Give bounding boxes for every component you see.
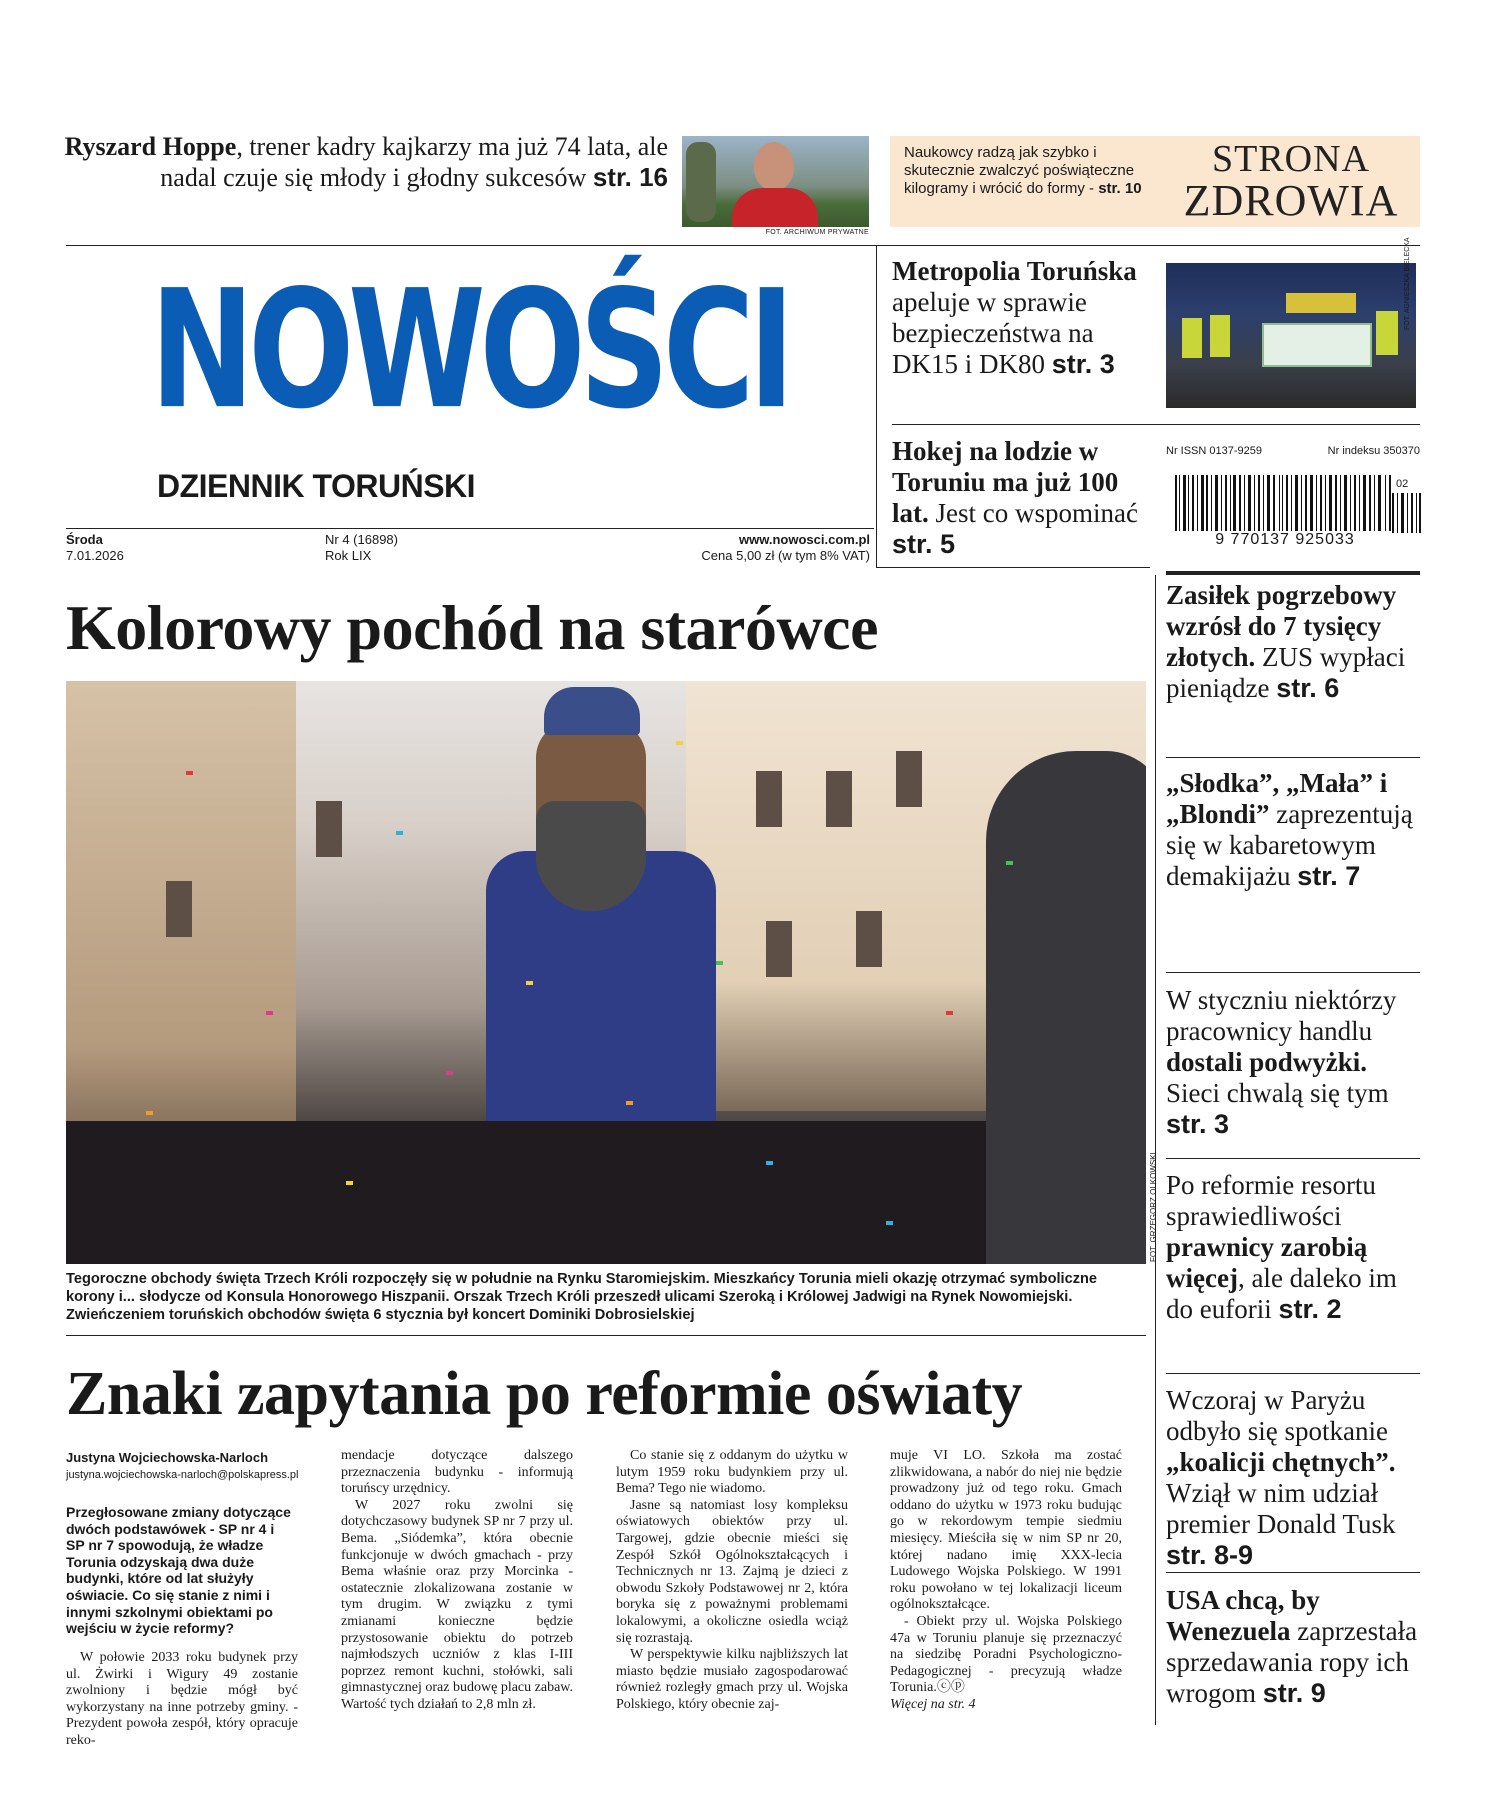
- rule-masthead-right: [876, 245, 877, 567]
- issue-day: Środa: [66, 532, 103, 547]
- sidebar-divider: [1166, 1572, 1420, 1573]
- rule-sidebar-top: [1166, 571, 1420, 575]
- article-col4-sign: ⓒⓟ: [936, 1680, 965, 1696]
- article-col2-paragraph-2: W 2027 roku zwolni się dotychczasowy budynek SP nr 7 przy ul. Bema. „Siódemka”, która obecnie funkcjonuje w dwóch gmachach - przy Bema właśnie oraz przy Morcinka - ostatecznie zlokalizowana zostanie w tym drugim. W związku z tymi zmianami konieczne będzie przystosowanie obiektu do potrzeb najmłodszych uczniów z klas I-III poprzez remont kuchni, stołówki, sali gimnastycznej oraz budowę placu zabaw. Wartość tych działań to 2,8 mln zł.: [341, 1497, 573, 1712]
- article-column-1: [66, 1650, 298, 1750]
- issue-year: Rok LIX: [325, 548, 372, 563]
- rule-caption-bottom: [66, 1335, 1146, 1336]
- issue-price: Cena 5,00 zł (w tym 8% VAT): [701, 548, 870, 563]
- article-column-3: [616, 1448, 848, 1714]
- sidebar-item-text: ZUS wypłaci pieniądze: [1166, 642, 1406, 703]
- article-author: Justyna Wojciechowska-Narloch: [66, 1450, 269, 1465]
- sidebar-item-text: zaprzestała sprzedawania ropy ich wrogom: [1166, 1616, 1418, 1708]
- teaser-hoppe-page: str. 16: [592, 162, 668, 192]
- sidebar-item-page: str. 6: [1276, 673, 1340, 703]
- health-title-line2: ZDROWIA: [1183, 176, 1399, 225]
- sidebar-divider: [1166, 972, 1420, 973]
- health-teaser-text: Naukowcy radzą jak szybko i skutecznie zwalczyć poświąteczne kilogramy i wrócić do formy -: [904, 144, 1135, 197]
- article-col4-paragraph-1: muje VI LO. Szkoła ma zostać zlikwidowana, a nabór do niej nie będzie prowadzony już od tego roku. Gmach oddano do użytku w 1973 roku budując go w rekordowym tempie siedmiu miesięcy. Mieściła się w nim SP nr 20, której nadano imię XXX-lecia Ludowego Wojska Polskiego. W 1991 roku powołano w tej lokalizacji liceum ogólnokształcące.: [890, 1448, 1122, 1613]
- article-more-link[interactable]: Więcej na str. 4: [890, 1696, 976, 1712]
- article-col4-paragraph-2: - Obiekt przy ul. Wojska Polskiego 47a w Toruniu planuje się przeznaczyć na siedzibę Poradni Psychologiczno-Pedagogicznej - precyzują władze Torunia.: [890, 1613, 1122, 1696]
- sidebar-item-bold: USA chcą, by Wenezuela: [1166, 1585, 1320, 1646]
- teaser-metropolia-page: str. 3: [1051, 349, 1115, 379]
- barcode-addon-bars: [1392, 493, 1422, 533]
- hoppe-photo: [682, 136, 869, 227]
- teaser-hoppe[interactable]: [60, 132, 668, 193]
- article-col2-paragraph-1: mendacje dotyczące dalszego przeznaczenia budynku - informują toruńscy urzędnicy.: [341, 1448, 573, 1497]
- article-headline[interactable]: Znaki zapytania po reformie oświaty: [66, 1360, 1023, 1428]
- issn-number: Nr ISSN 0137-9259: [1166, 445, 1262, 457]
- sidebar-item-text: zaprezentują się w kabaretowym demakijażu: [1166, 799, 1413, 891]
- article-col3-paragraph-1: Co stanie się z oddanym do użytku w lutym 1959 roku budynkiem przy ul. Bema? Tego nie wiadomo.: [616, 1448, 848, 1497]
- logo-nowosci[interactable]: NOWOŚCI: [150, 254, 789, 445]
- article-col1-paragraph: W połowie 2033 roku budynek przy ul. Żwirki i Wigury 49 zostanie zwolniony i będzie mógł być wykorzystany na inne potrzeby gminy. - Prezydent powoła zespół, który opracuje reko-: [66, 1650, 298, 1748]
- sidebar-item-prawnicy[interactable]: [1166, 1170, 1424, 1325]
- sidebar-item-bold: dostali podwyżki.: [1166, 1047, 1368, 1077]
- article-author-email[interactable]: justyna.wojciechowska-narloch@polskapress.pl: [66, 1469, 299, 1481]
- sidebar-item-paryz[interactable]: [1166, 1385, 1424, 1571]
- hoppe-photo-credit: FOT. ARCHIWUM PRYWATNE: [765, 229, 869, 236]
- sidebar-item-page: str. 7: [1297, 861, 1361, 891]
- sidebar-item-pre: W styczniu niektórzy pracownicy handlu: [1166, 985, 1397, 1046]
- teaser-hokej-text: Jest co wspominać: [928, 498, 1138, 528]
- teaser-hoppe-text: , trener kadry kajkarzy ma już 74 lata, ale nadal czuje się młody i głodny sukcesów: [160, 132, 668, 192]
- article-column-2: [341, 1448, 573, 1714]
- article-column-4: [890, 1448, 1122, 1714]
- sidebar-item-page: str. 3: [1166, 1109, 1230, 1139]
- teaser-hokej[interactable]: [892, 436, 1152, 560]
- sidebar-item-text: Sieci chwalą się tym: [1166, 1078, 1389, 1108]
- health-teaser[interactable]: [904, 144, 1154, 198]
- teaser-metropolia-bold: Metropolia Toruńska: [892, 256, 1137, 286]
- sidebar-item-kabaret[interactable]: [1166, 768, 1424, 892]
- index-number: Nr indeksu 350370: [1327, 445, 1420, 457]
- lead-headline[interactable]: Kolorowy pochód na starówce: [66, 592, 878, 663]
- article-col3-paragraph-2: Jasne są natomiast losy kompleksu oświatowych obiektów przy ul. Targowej, gdzie obecnie mieści się Zespół Szkół Ogólnokształcących i Technicznych nr 13. Zajmą je dzieci z obwodu Szkoły Podstawowej nr 2, która boryka się z poważnymi problemami lokalowymi, a okoliczne osiedla wciąż się rozrastają.: [616, 1497, 848, 1646]
- issue-number: Nr 4 (16898): [325, 532, 398, 547]
- sidebar-item-page: str. 8-9: [1166, 1540, 1254, 1570]
- metropolia-photo: [1166, 263, 1416, 408]
- rule-right-low: [876, 567, 1150, 568]
- sidebar-item-pre: Wczoraj w Paryżu odbyło się spotkanie: [1166, 1385, 1388, 1446]
- teaser-hokej-bold: Hokej na lodzie w Toruniu ma już 100 lat.: [892, 436, 1119, 528]
- rule-right-mid: [892, 424, 1420, 425]
- website-link[interactable]: www.nowosci.com.pl: [739, 532, 870, 547]
- sidebar-item-bold: Zasiłek pogrzebowy wzrósł do 7 tysięcy złotych.: [1166, 580, 1397, 672]
- health-title-line1: STRONA: [1211, 138, 1371, 180]
- sidebar-item-podwyzki[interactable]: [1166, 985, 1424, 1140]
- sidebar-divider: [1166, 757, 1420, 758]
- masthead-subtitle: DZIENNIK TORUŃSKI: [157, 468, 476, 504]
- sidebar-item-page: str. 2: [1278, 1294, 1342, 1324]
- sidebar-item-zasilek[interactable]: [1166, 580, 1424, 704]
- teaser-metropolia[interactable]: [892, 256, 1162, 380]
- teaser-hoppe-name: Ryszard Hoppe: [64, 132, 237, 161]
- teaser-metropolia-text: apeluje w sprawie bezpieczeństwa na DK15 i DK80: [892, 287, 1094, 379]
- health-section-title: [1168, 138, 1414, 225]
- sidebar-item-bold: „Słodka”, „Mała” i „Blondi”: [1166, 768, 1388, 829]
- health-teaser-page: str. 10: [1098, 180, 1142, 197]
- sidebar-item-text: , ale daleko im do euforii: [1166, 1263, 1397, 1324]
- sidebar-item-page: str. 9: [1262, 1678, 1326, 1708]
- article-col3-paragraph-3: W perspektywie kilku najbliższych lat miasto będzie musiało zagospodarować również rozległy gmach przy ul. Wojska Polskiego, który obecnie zaj-: [616, 1647, 848, 1712]
- lead-photo: [66, 681, 1146, 1264]
- barcode-addon: 02: [1396, 478, 1409, 490]
- metropolia-photo-credit: FOT. AGNIESZKA BIELECKA: [1404, 237, 1411, 330]
- rule-sidebar-left: [1155, 575, 1156, 1725]
- sidebar-item-text: Wziął w nim udział premier Donald Tusk: [1166, 1478, 1396, 1539]
- sidebar-item-bold: „koalicji chętnych”.: [1166, 1447, 1396, 1477]
- sidebar-item-pre: Po reformie resortu sprawiedliwości: [1166, 1170, 1376, 1231]
- sidebar-divider: [1166, 1158, 1420, 1159]
- rule-top: [66, 245, 1420, 246]
- sidebar-item-bold: prawnicy zarobią więcej: [1166, 1232, 1368, 1293]
- issue-date: 7.01.2026: [66, 548, 124, 563]
- barcode-number: 9 770137 925033: [1174, 531, 1396, 549]
- teaser-hokej-page: str. 5: [892, 529, 956, 559]
- lead-photo-caption: Tegoroczne obchody święta Trzech Króli rozpoczęły się w południe na Rynku Staromiejskim. Mieszkańcy Torunia mieli okazję otrzymać symboliczne korony i... słodycze od Konsula Honorowego Hiszpanii. Orszak Trzech Króli przeszedł ulicami Szeroką i Królowej Jadwigi na Rynek Nowomiejski. Zwieńczeniem toruńskich obchodów święta 6 stycznia był koncert Dominiki Dobrosielskiej: [66, 1271, 1098, 1323]
- lead-photo-credit: FOT. GRZEGORZ OLKOWSKI: [1149, 1152, 1158, 1262]
- article-lead: Przegłosowane zmiany dotyczące dwóch podstawówek - SP nr 4 i SP nr 7 spowodują, że władze Torunia odzyskają dwa duże budynki, które od lat służyły oświacie. Co się stanie z nimi i innymi szkolnymi obiektami po wejściu w życie reformy?: [66, 1504, 291, 1637]
- sidebar-item-wenezuela[interactable]: [1166, 1585, 1424, 1709]
- sidebar-divider: [1166, 1373, 1420, 1374]
- rule-masthead-bottom: [66, 528, 874, 529]
